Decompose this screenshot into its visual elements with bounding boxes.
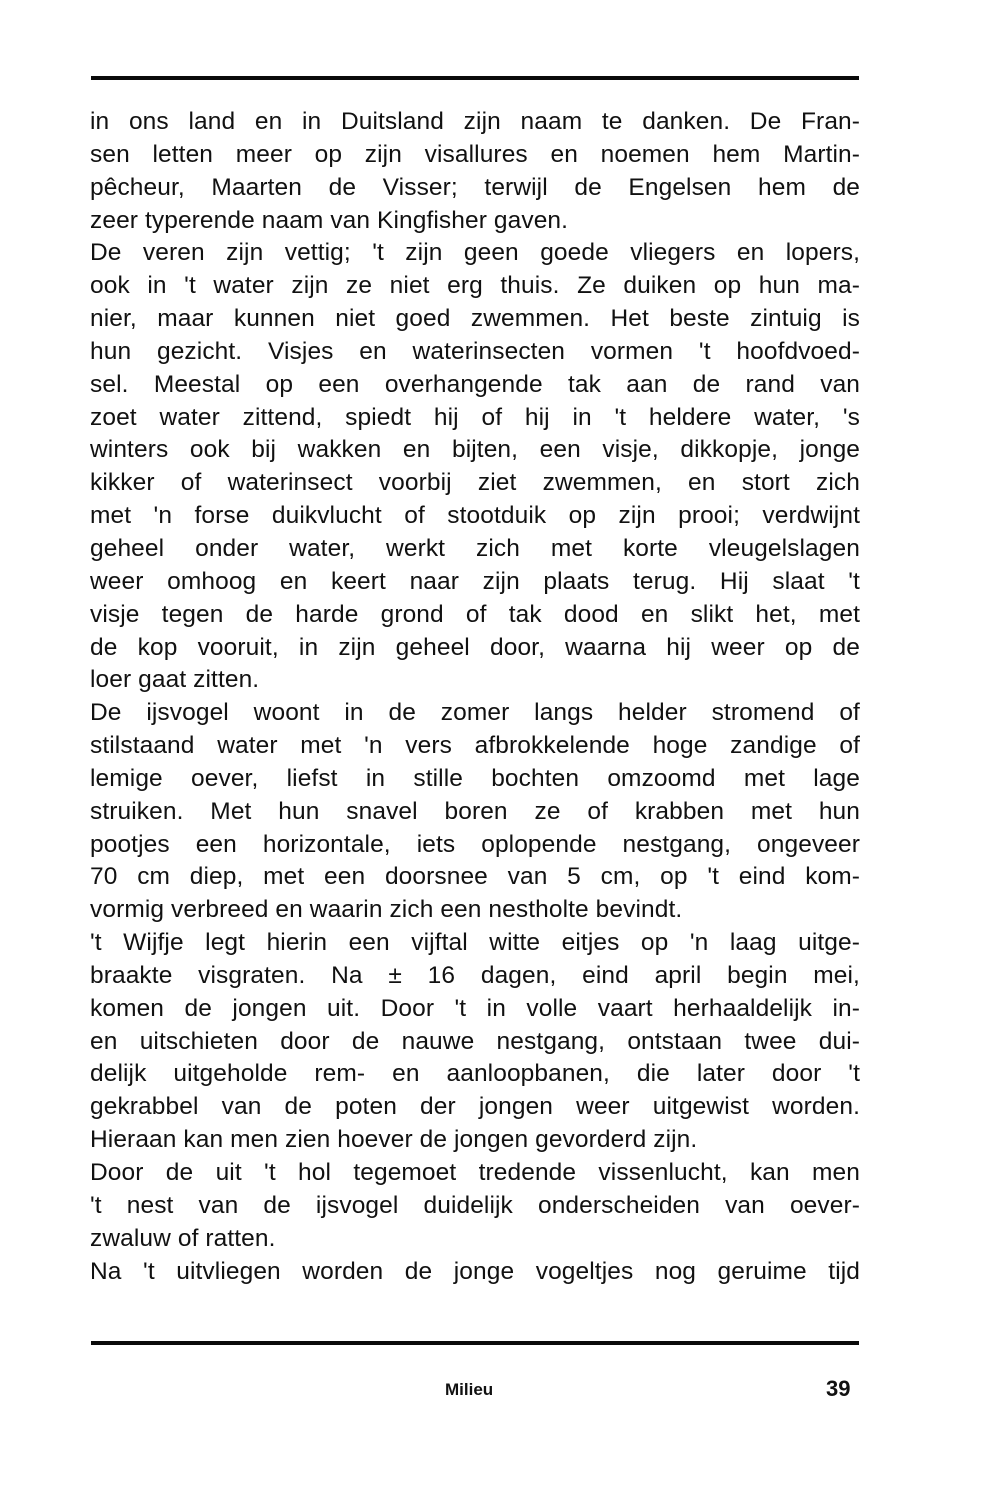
text-line: weer omhoog en keert naar zijn plaats terug. Hij slaat 't	[90, 567, 860, 595]
text-line: lemige oever, liefst in stille bochten omzoomd met lage	[90, 764, 860, 792]
running-footer-title: Milieu	[445, 1380, 494, 1399]
text-line: 70 cm diep, met een doorsnee van 5 cm, op 't eind kom-	[90, 863, 861, 891]
text-line: in ons land en in Duitsland zijn naam te danken. De Fran-	[90, 108, 861, 135]
text-line: Na 't uitvliegen worden de jonge vogeltjes nog geruime tijd	[90, 1257, 861, 1285]
text-line: sen letten meer op zijn visallures en noemen hem Martin-	[90, 140, 861, 168]
text-line: vormig verbreed en waarin zich een nestholte bevindt.	[90, 896, 683, 924]
text-line: Hieraan kan men zien hoever de jongen gevorderd zijn.	[90, 1126, 698, 1154]
bottom-rule	[91, 1341, 859, 1345]
text-line: en uitschieten door de nauwe nestgang, ontstaan twee dui-	[90, 1027, 861, 1055]
text-line: zoet water zittend, spiedt hij of hij in 't heldere water, 's	[90, 403, 860, 431]
body-text	[90, 106, 860, 1288]
text-line: ook in 't water zijn ze niet erg thuis. Ze duiken op hun ma-	[90, 272, 860, 300]
text-line: komen de jongen uit. Door 't in volle vaart herhaaldelijk in-	[90, 994, 861, 1022]
text-line: pootjes een horizontale, iets oplopende nestgang, ongeveer	[90, 830, 861, 858]
text-line: delijk uitgeholde rem- en aanloopbanen, die later door 't	[90, 1060, 860, 1088]
text-line: Door de uit 't hol tegemoet tredende vissenlucht, kan men	[90, 1159, 861, 1186]
text-line: loer gaat zitten.	[90, 666, 260, 694]
text-line: nier, maar kunnen niet goed zwemmen. Het beste zintuig is	[90, 305, 860, 333]
text-line: winters ook bij wakken en bijten, een visje, dikkopje, jonge	[90, 436, 861, 464]
text-line: met 'n forse duikvlucht of stootduik op zijn prooi; verdwijnt	[90, 502, 860, 530]
text-line: pêcheur, Maarten de Visser; terwijl de Engelsen hem de	[90, 173, 861, 201]
text-line: stilstaand water met 'n vers afbrokkelende hoge zandige of	[90, 732, 861, 760]
text-line: visje tegen de harde grond of tak dood en slikt het, met	[90, 600, 861, 628]
page-number: 39	[826, 1376, 851, 1401]
text-line: 't nest van de ijsvogel duidelijk onderscheiden van oever-	[90, 1191, 860, 1219]
text-line: de kop vooruit, in zijn geheel door, waarna hij weer op de	[90, 633, 860, 661]
text-line: De ijsvogel woont in de zomer langs helder stromend of	[90, 699, 860, 727]
top-rule	[91, 76, 859, 80]
text-line: 't Wijfje legt hierin een vijftal witte eitjes op 'n laag uitge-	[90, 929, 860, 957]
text-line: struiken. Met hun snavel boren ze of krabben met hun	[90, 797, 861, 825]
text-line: zeer typerende naam van Kingfisher gaven.	[90, 206, 569, 234]
text-line: kikker of waterinsect voorbij ziet zwemmen, en stort zich	[90, 469, 861, 497]
text-line: zwaluw of ratten.	[90, 1224, 276, 1252]
text-line: De veren zijn vettig; 't zijn geen goede vliegers en lopers,	[90, 239, 860, 267]
text-line: geheel onder water, werkt zich met korte vleugelslagen	[90, 534, 860, 562]
text-line: hun gezicht. Visjes en waterinsecten vormen 't hoofdvoed-	[90, 337, 860, 365]
text-line: gekrabbel van de poten der jongen weer uitgewist worden.	[90, 1093, 860, 1121]
text-line: sel. Meestal op een overhangende tak aan de rand van	[90, 370, 861, 398]
text-line: braakte visgraten. Na ± 16 dagen, eind april begin mei,	[90, 961, 860, 989]
